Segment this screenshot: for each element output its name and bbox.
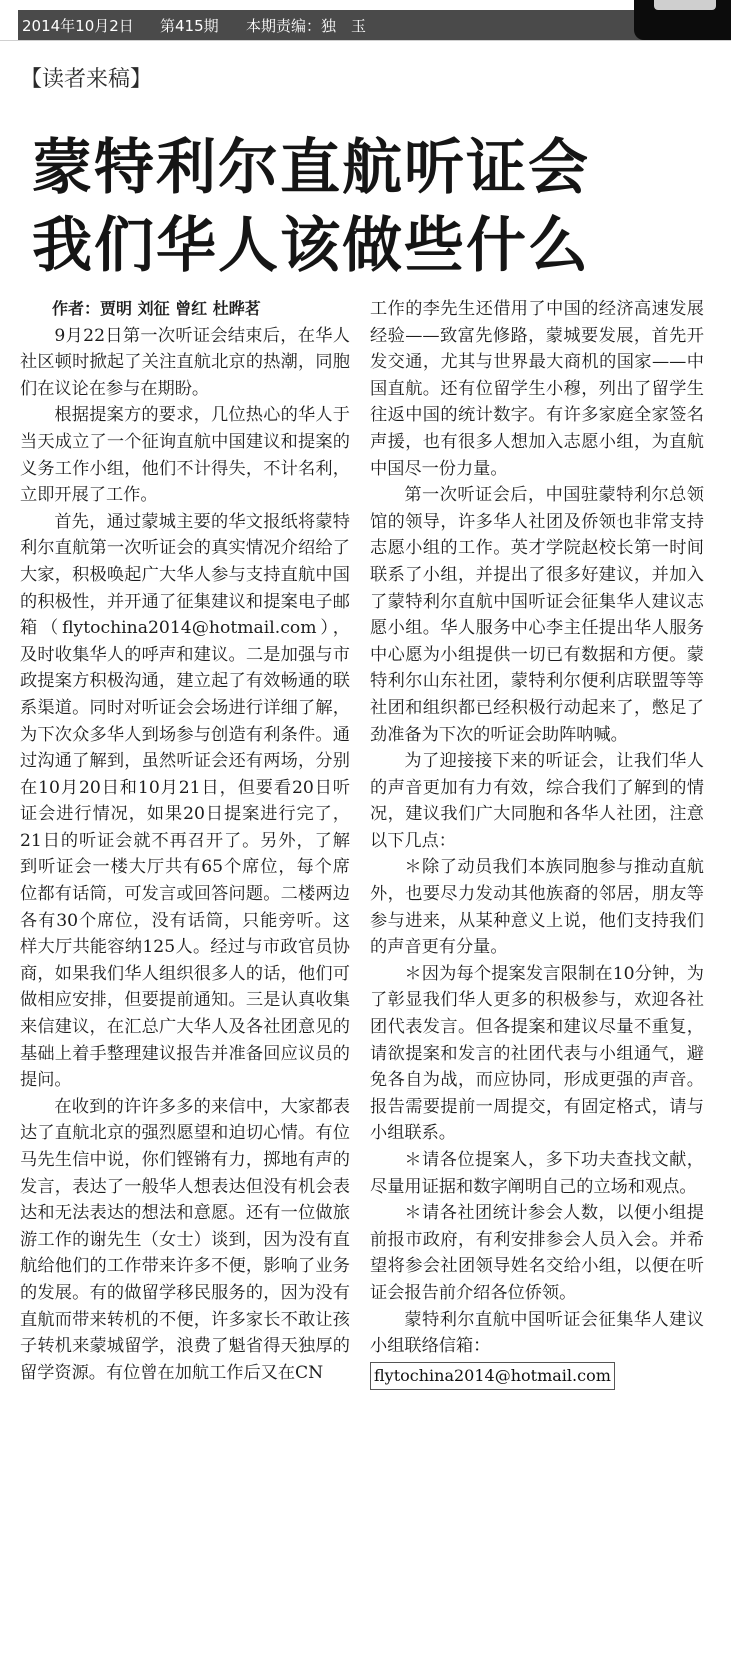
paragraph: 第一次听证会后，中国驻蒙特利尔总领馆的领导，许多华人社团及侨领也非常支持志愿小组的工作。英才学院赵校长第一时间联系了小组，并提出了很多好建议，并加入了蒙特利尔直航中国听证会征集华人建议志愿小组。华人服务中心李主任提出华人服务中心愿为小组提供一切已有数据和方便。蒙特利尔山东社团，蒙特利尔便利店联盟等等社团和组织都已经积极行动起来了，憋足了劲准备为下次的听证会助阵呐喊。 <box>370 485 704 745</box>
section-tag: 【读者来稿】 <box>20 67 153 92</box>
bullet-item: ＊请各社团统计参会人数，以便小组提前报市政府，有利安排参会人员入会。并希望将参会社团领导姓名交给小组，以便在听证会报告前介绍各位侨领。 <box>370 1203 704 1303</box>
article-left-column <box>20 299 350 1386</box>
paragraph: 工作的李先生还借用了中国的经济高速发展经验——致富先修路，蒙城要发展，首先开发交通，尤其与世界最大商机的国家——中国直航。还有位留学生小穆，列出了留学生往返中国的统计数字。有许多家庭全家签名声援，也有很多人想加入志愿小组，为直航中国尽一份力量。 <box>370 299 704 479</box>
issue-editor: 本期责编：独 玉 <box>246 17 367 35</box>
paragraph: 首先，通过蒙城主要的华文报纸将蒙特利尔直航第一次听证会的真实情况介绍给了大家，积极唤起广大华人参与支持直航中国的积极性，并开通了征集建议和提案电子邮箱（flytochina2014@hotmail.com），及时收集华人的呼声和建议。二是加强与市政提案方积极沟通，建立起了有效畅通的联系渠道。同时对听证会会场进行详细了解，为下次众多华人到场参与创造有利条件。通过沟通了解到，虽然听证会还有两场，分别在10月20日和10月21日，但要看20日听证会进行情况，如果20日提案进行完了，21日的听证会就不再召开了。另外，了解到听证会一楼大厅共有65个席位，每个席位都有话筒，可发言或回答问题。二楼两边各有30个席位，没有话筒，只能旁听。这样大厅共能容纳125人。经过与市政官员协商，如果我们华人组织很多人的话，他们可做相应安排，但要提前通知。三是认真收集来信建议，在汇总广大华人及各社团意见的基础上着手整理建议报告并准备回应议员的提问。 <box>20 511 350 1091</box>
paragraph: 在收到的许许多多的来信中，大家都表达了直航北京的强烈愿望和迫切心情。有位马先生信中说，你们铿锵有力，掷地有声的发言，表达了一般华人想表达但没有机会表达和无法表达的想法和意愿。还有一位做旅游工作的谢先生（女士）谈到，因为没有直航给他们的工作带来许多不便，影响了业务的发展。有的做留学移民服务的，因为没有直航而带来转机的不便，许多家长不敢让孩子转机来蒙城留学，浪费了魁省得天独厚的留学资源。有位曾在加航工作后又在CN <box>20 1096 350 1383</box>
bullet-item: ＊请各位提案人，多下功夫查找文献，尽量用证据和数字阐明自己的立场和观点。 <box>370 1150 704 1197</box>
issue-date: 2014年10月2日 <box>22 17 134 35</box>
contact-line: 蒙特利尔直航中国听证会征集华人建议小组联络信箱： <box>370 1309 704 1357</box>
corner-tab <box>654 0 716 10</box>
headline-line-1: 蒙特利尔直航听证会 <box>32 133 590 203</box>
bullet-item: ＊除了动员我们本族同胞参与推动直航外，也要尽力发动其他族裔的邻居，朋友等参与进来，从某种意义上说，他们支持我们的声音更有分量。 <box>370 857 704 958</box>
header-divider <box>0 40 731 41</box>
contact-email-link[interactable]: flytochina2014@hotmail.com <box>370 1362 615 1391</box>
headline-line-2: 我们华人该做些什么 <box>32 211 590 281</box>
issue-header-bar <box>18 10 658 40</box>
paragraph: 为了迎接接下来的听证会，让我们华人的声音更加有力有效，综合我们了解到的情况，建议我们广大同胞和各华人社团，注意以下几点： <box>370 751 704 851</box>
bullet-item: ＊因为每个提案发言限制在10分钟，为了彰显我们华人更多的积极参与，欢迎各社团代表发言。但各提案和建议尽量不重复，请欲提案和发言的社团代表与小组通气，避免各自为战，而应协同，形成更强的声音。报告需要提前一周提交，有固定格式，请与小组联系。 <box>370 963 704 1144</box>
byline: 作者：贾明 刘征 曾红 杜晔茗 <box>52 299 261 318</box>
issue-number: 第415期 <box>160 17 219 35</box>
article-right-column <box>370 296 704 1390</box>
paragraph: 9月22日第一次听证会结束后，在华人社区顿时掀起了关注直航北京的热潮，同胞们在议论在参与在期盼。 <box>20 325 350 399</box>
paragraph: 根据提案方的要求，几位热心的华人于当天成立了一个征询直航中国建议和提案的义务工作小组，他们不计得失，不计名利，立即开展了工作。 <box>20 405 350 506</box>
